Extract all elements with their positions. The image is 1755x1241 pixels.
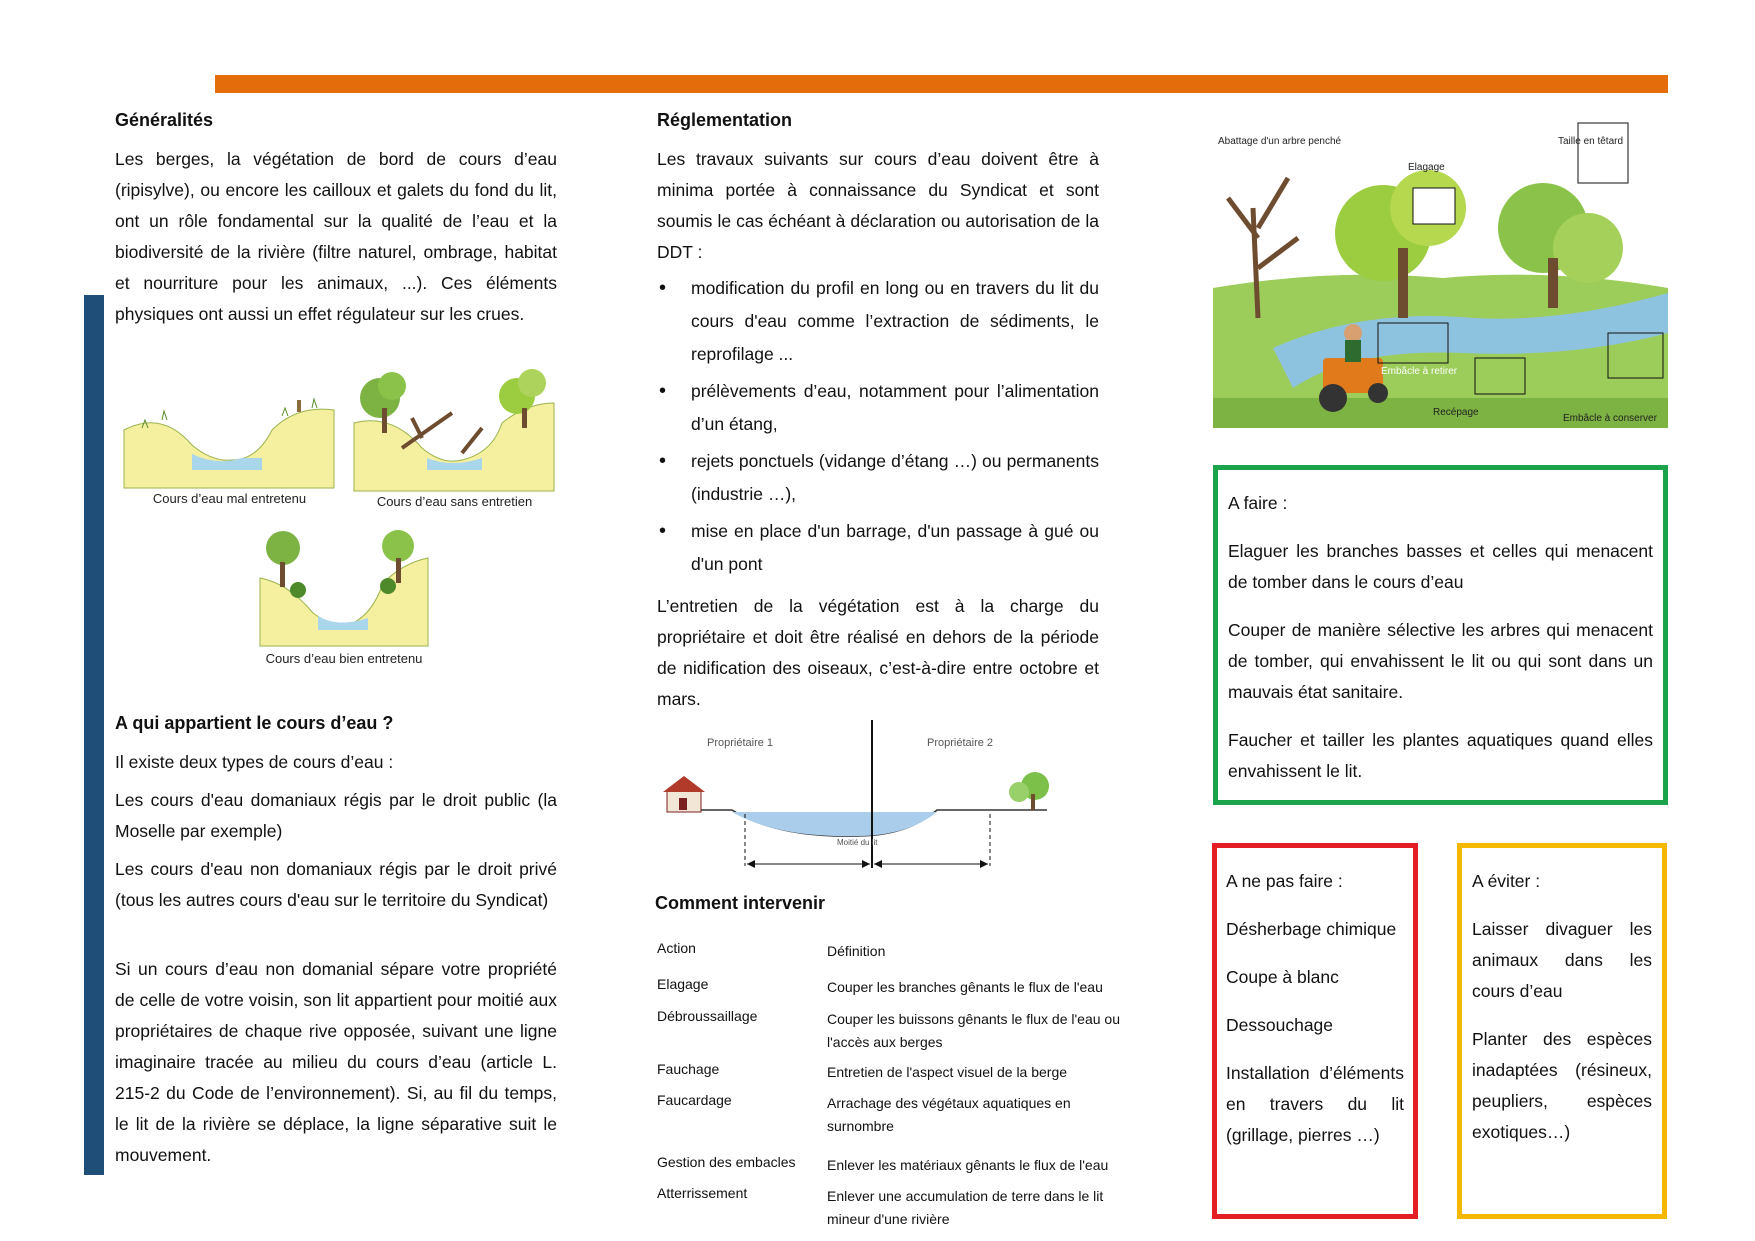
a-faire-item: Faucher et tailler les plantes aquatiques quand elles envahissent le lit. <box>1228 730 1653 781</box>
appartient-title: A qui appartient le cours d’eau ? <box>115 713 394 733</box>
a-ne-pas-faire-item: Coupe à blanc <box>1226 967 1339 987</box>
a-faire-title: A faire : <box>1228 493 1288 513</box>
label-tetard: Taille en têtard <box>1558 136 1624 147</box>
a-ne-pas-faire-item: Dessouchage <box>1226 1015 1334 1035</box>
river-bien-entretenu-illustration <box>258 528 430 648</box>
row-definition: Couper les branches gênants le flux de l'eau <box>827 979 1103 995</box>
river-maintenance-illustration <box>1213 118 1668 428</box>
caption-bien-entretenu: Cours d’eau bien entretenu <box>265 651 423 666</box>
river-sans-entretien-illustration <box>352 368 557 493</box>
a-faire-item: Couper de manière sélective les arbres qui menacent de tomber, qui envahissent le lit ou qui sont dans un mauvais état sanitaire. <box>1228 620 1653 702</box>
a-ne-pas-faire-box <box>1212 843 1418 1219</box>
appartient-p1: Il existe deux types de cours d’eau : <box>115 752 394 772</box>
row-action: Atterrissement <box>657 1185 748 1201</box>
reglementation-item: • prélèvements d’eau, notamment pour l’alimentation d’un étang, <box>657 375 1099 441</box>
row-action: Débroussaillage <box>657 1008 758 1024</box>
row-definition: Enlever une accumulation de terre dans le lit mineur d'une rivière <box>827 1188 1104 1227</box>
middle-label: Moitié du lit <box>837 838 878 847</box>
row-action: Elagage <box>657 976 709 992</box>
a-ne-pas-faire-title: A ne pas faire : <box>1226 871 1343 891</box>
label-recepage: Recépage <box>1433 407 1479 418</box>
row-definition: Enlever les matériaux gênants le flux de l'eau <box>827 1157 1109 1173</box>
reglementation-item: • rejets ponctuels (vidange d’étang …) ou permanents (industrie …), <box>657 445 1099 511</box>
intervenir-title: Comment intervenir <box>655 893 826 913</box>
reglementation-outro: L’entretien de la végétation est à la charge du propriétaire et doit être réalisé en dehors de la période de nidification des oiseaux, c’est-à-dire entre octobre et mars. <box>657 596 1099 709</box>
generalites-title: Généralités <box>115 110 214 130</box>
row-definition: Entretien de l'aspect visuel de la berge <box>827 1064 1068 1080</box>
caption-mal-entretenu: Cours d’eau mal entretenu <box>152 491 307 506</box>
top-orange-bar <box>215 75 1668 93</box>
appartient-p4: Si un cours d’eau non domanial sépare votre propriété de celle de votre voisin, son lit appartient pour moitié aux propriétaires de chaque rive opposée, suivant une ligne imaginaire tracée au milieu du cours d’eau (article L. 215-2 du Code de l’environnement). Si, au fil du temps, le lit de la rivière se déplace, la ligne séparative suit le mouvement. <box>115 959 557 1165</box>
owner-1-label: Propriétaire 1 <box>707 737 774 749</box>
caption-sans-entretien: Cours d’eau sans entretien <box>376 494 533 509</box>
intervention-table <box>657 940 1137 1230</box>
a-faire-box <box>1213 465 1668 805</box>
appartient-p2: Les cours d'eau domaniaux régis par le droit public (la Moselle par exemple) <box>115 790 557 841</box>
reglementation-item: • modification du profil en long ou en travers du lit du cours d'eau comme l’extraction de sédiments, le reprofilage ... <box>657 272 1099 371</box>
row-definition: Couper les buissons gênants le flux de l'eau ou l'accès aux berges <box>827 1011 1120 1050</box>
label-embacle-conserver: Embâcle à conserver <box>1563 413 1657 424</box>
row-action: Faucardage <box>657 1092 732 1108</box>
reglementation-intro: Les travaux suivants sur cours d’eau doivent être à minima portée à connaissance du Syndicat et sont soumis le cas échéant à déclaration ou autorisation de la DDT : <box>657 149 1099 262</box>
a-eviter-item: Planter des espèces inadaptées (résineux, peupliers, espèces exotiques…) <box>1472 1029 1652 1142</box>
a-eviter-title: A éviter : <box>1472 871 1541 891</box>
header-action: Action <box>657 940 696 956</box>
row-action: Gestion des embacles <box>657 1154 796 1170</box>
reglementation-title: Réglementation <box>657 110 793 130</box>
a-ne-pas-faire-item: Désherbage chimique <box>1226 919 1397 939</box>
generalites-text: Les berges, la végétation de bord de cours d’eau (ripisylve), ou encore les cailloux et galets du fond du lit, ont un rôle fondamental sur la qualité de l’eau et la biodiversité de la rivière (filtre naturel, ombrage, habitat et nourriture pour les animaux, ...). Ces éléments physiques ont aussi un effet régulateur sur les crues. <box>115 149 557 324</box>
left-blue-bar <box>84 295 104 1175</box>
river-mal-entretenu-illustration <box>122 370 337 490</box>
a-faire-item: Elaguer les branches basses et celles qui menacent de tomber dans le cours d’eau <box>1228 541 1653 592</box>
a-ne-pas-faire-item: Installation d’éléments en travers du lit (grillage, pierres …) <box>1226 1063 1404 1145</box>
reglementation-list <box>657 272 1099 585</box>
reglementation-item: • mise en place d'un barrage, d'un passage à gué ou d'un pont <box>657 515 1099 581</box>
header-definition: Définition <box>827 943 886 959</box>
owner-2-label: Propriétaire 2 <box>927 737 994 749</box>
appartient-p3: Les cours d'eau non domaniaux régis par le droit privé (tous les autres cours d'eau sur le territoire du Syndicat) <box>115 859 557 910</box>
row-definition: Arrachage des végétaux aquatiques en surnombre <box>827 1095 1071 1134</box>
label-abattage: Abattage d'un arbre penché <box>1218 136 1342 147</box>
row-action: Fauchage <box>657 1061 720 1077</box>
a-eviter-box <box>1457 843 1667 1219</box>
label-embacle-retirer: Embâcle à retirer <box>1381 366 1458 377</box>
label-elagage: Elagage <box>1408 162 1445 173</box>
property-diagram <box>657 718 1097 873</box>
a-eviter-item: Laisser divaguer les animaux dans les cours d’eau <box>1472 919 1652 1001</box>
